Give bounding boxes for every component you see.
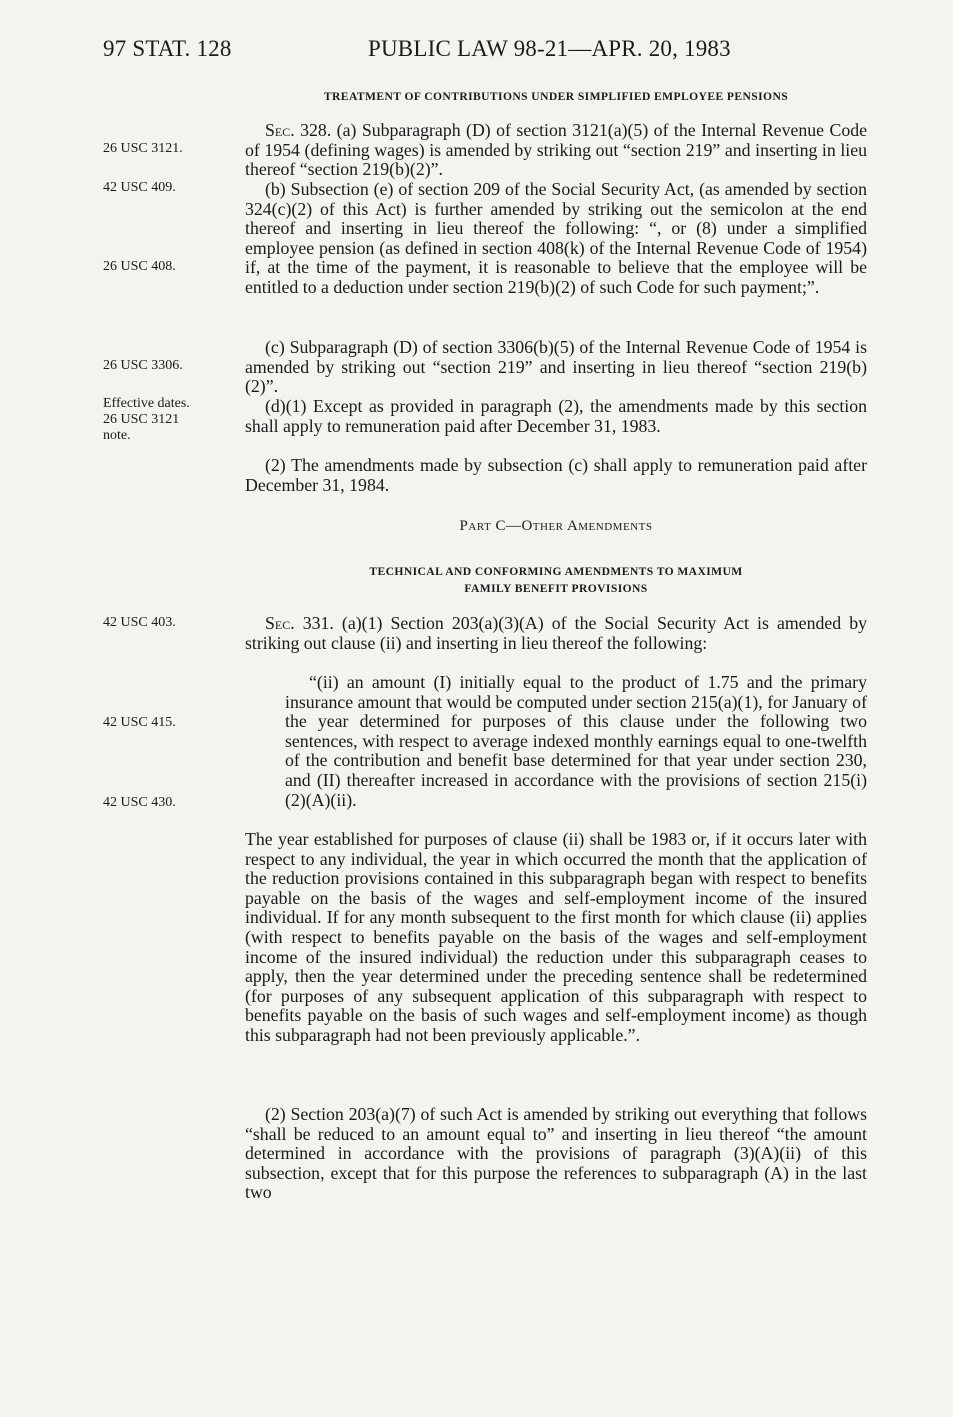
margin-note-effective-dates-usc: 26 USC 3121 (103, 412, 180, 427)
section-heading-line-1: TECHNICAL AND CONFORMING AMENDMENTS TO MAXIMUM (369, 565, 743, 578)
margin-note-26-usc-3306: 26 USC 3306. (103, 358, 183, 373)
running-header: PUBLIC LAW 98-21—APR. 20, 1983 (368, 36, 731, 61)
margin-note-26-usc-3121: 26 USC 3121. (103, 141, 183, 156)
paragraph-year-established: The year established for purposes of clause (ii) shall be 1983 or, if it occurs later with respect to any individual, the year in which occurred the month that the application of the reduction provisions contained in this subparagraph began with respect to benefits payable on the basis of the wages and self-employment income of the insured individual. If for any month subsequent to the first month for which clause (ii) applies (with respect to benefits payable on the basis of the wages and self-employment income of the insured individual) the reduction under this subparagraph ceases to apply, then the year determined under the preceding sentence shall be redetermined (for purposes of any subsequent application of this subparagraph with respect to benefits payable on the basis of such wages and self-employment income) as though this subparagraph had not been previously applicable.”. (245, 829, 867, 1045)
paragraph-sec-328-b: (b) Subsection (e) of section 209 of the Social Security Act, (as amended by section 324(c)(2) of this Act) is further amended by striking out the semicolon at the end thereof and inserting in lieu thereof the following: “, or (8) under a simplified employee pension (as defined in section 408(k) of the Internal Revenue Code of 1954) if, at the time of the payment, it is reasonable to believe that the employee will be entitled to a deduction under section 219(b)(2) of such Code for such payment;”. (245, 179, 867, 297)
stat-page-number: 97 STAT. 128 (103, 36, 232, 61)
margin-note-26-usc-408: 26 USC 408. (103, 259, 176, 274)
paragraph-sec-328-c: (c) Subparagraph (D) of section 3306(b)(5) of the Internal Revenue Code of 1954 is amended by striking out “section 219” and inserting in lieu thereof “section 219(b)(2)”. (245, 337, 867, 397)
part-c-heading: Part C—Other Amendments (459, 518, 653, 534)
paragraph-sec-328-d2: (2) The amendments made by subsection (c) shall apply to remuneration paid after December 31, 1984. (245, 455, 867, 495)
paragraph-sec-328-a (245, 121, 867, 180)
section-heading-line-2: FAMILY BENEFIT PROVISIONS (464, 582, 648, 595)
margin-note-42-usc-430: 42 USC 430. (103, 795, 176, 810)
margin-note-effective-dates-note: note. (103, 428, 131, 443)
quoted-clause-ii: “(ii) an amount (I) initially equal to the product of 1.75 and the primary insurance amount that would be computed under section 215(a)(1), for January of the year determined for purposes of this clause under the following two sentences, with respect to average indexed monthly earnings equal to one-twelfth of the contribution and benefit base determined for that year under section 230, and (II) thereafter increased in accordance with the provisions of section 215(i)(2)(A)(ii). (285, 672, 867, 810)
margin-note-42-usc-403: 42 USC 403. (103, 615, 176, 630)
margin-note-effective-dates-label: Effective dates. (103, 396, 190, 411)
section-label-331: Sec. 331. (265, 613, 334, 633)
section-heading-max-family-benefit (245, 563, 867, 597)
paragraph-sec-328-d1: (d)(1) Except as provided in paragraph (2), the amendments made by this section shall apply to remuneration paid after December 31, 1983. (245, 396, 867, 436)
section-heading-simplified-pensions: TREATMENT OF CONTRIBUTIONS UNDER SIMPLIFIED EMPLOYEE PENSIONS (323, 90, 789, 103)
paragraph-sec-328-a-text: (a) Subparagraph (D) of section 3121(a)(5) of the Internal Revenue Code of 1954 (defining wages) is amended by striking out “section 219” and inserting in lieu thereof “section 219(b)(2)”. (245, 120, 868, 180)
paragraph-sec-331-a1-text: (a)(1) Section 203(a)(3)(A) of the Social Security Act is amended by striking out clause (ii) and inserting in lieu thereof the following: (245, 613, 867, 653)
margin-note-42-usc-409: 42 USC 409. (103, 180, 176, 195)
paragraph-sec-331-a2: (2) Section 203(a)(7) of such Act is amended by striking out everything that follows “shall be reduced to an amount equal to” and inserting in lieu thereof “the amount determined in accordance with the provisions of paragraph (3)(A)(ii) of this subsection, except that for this purpose the references to subparagraph (A) in the last two (245, 1104, 867, 1203)
margin-note-42-usc-415: 42 USC 415. (103, 715, 176, 730)
margin-note-effective-dates (103, 396, 190, 444)
section-label-328: Sec. 328. (265, 120, 332, 140)
paragraph-sec-331-a1 (245, 614, 867, 653)
